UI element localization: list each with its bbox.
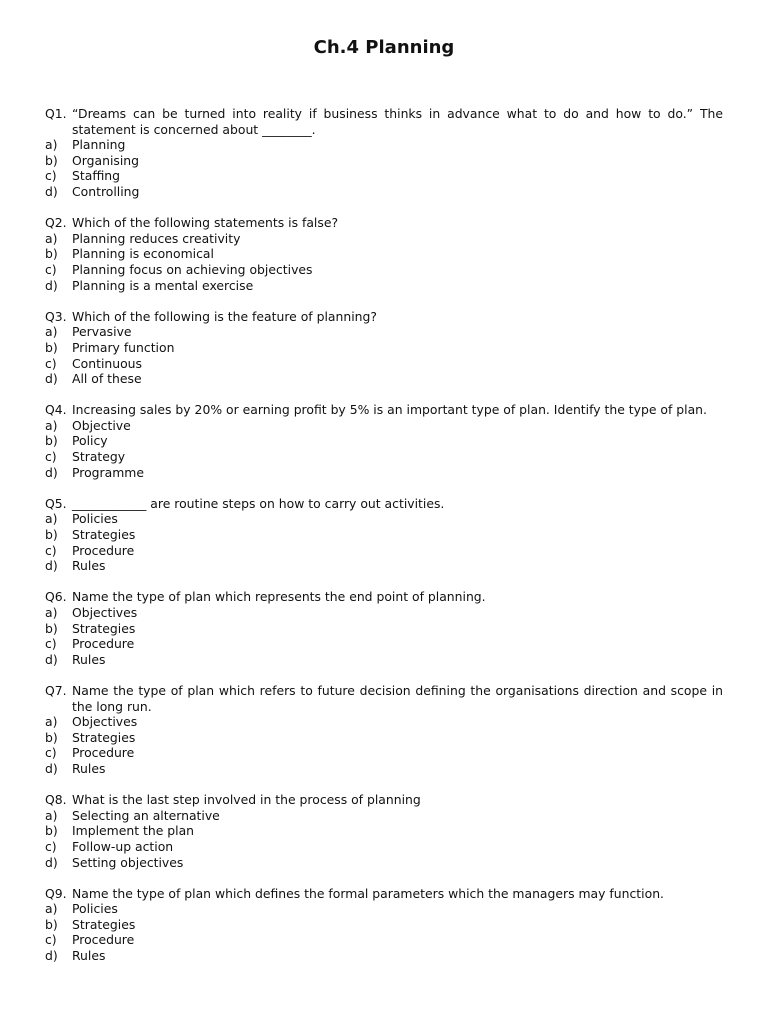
question-stem [45,589,723,605]
question-text: Increasing sales by 20% or earning profit by 5% is an important type of plan. Identify the type of plan. [72,402,707,418]
option-text: Planning reduces creativity [72,230,241,246]
question-1 [45,106,723,200]
option-a [45,418,723,434]
option-a [45,231,723,247]
option-letter: a) [45,714,58,730]
option-letter: b) [45,527,58,543]
option-text: Continuous [72,355,142,371]
option-letter: d) [45,760,58,776]
option-d [45,278,723,294]
option-text: Primary function [72,339,175,355]
option-letter: c) [45,745,57,761]
option-c [45,745,723,761]
option-b [45,917,723,933]
option-letter: c) [45,932,57,948]
option-text: Procedure [72,745,135,761]
option-text: Strategies [72,916,136,932]
option-letter: d) [45,854,58,870]
option-letter: d) [45,948,58,964]
question-7 [45,683,723,777]
question-stem [45,402,723,418]
option-text: Procedure [72,932,135,948]
option-d [45,652,723,668]
question-stem [45,309,723,325]
option-text: All of these [72,371,142,387]
option-letter: c) [45,838,57,854]
question-6 [45,589,723,667]
option-text: Organising [72,152,139,168]
option-text: Objective [72,417,131,433]
question-stem [45,792,723,808]
option-a [45,511,723,527]
option-c [45,839,723,855]
option-letter: c) [45,355,57,371]
question-number: Q4. [45,402,67,418]
option-letter: d) [45,371,58,387]
option-text: Rules [72,948,106,964]
option-d [45,184,723,200]
question-stem [45,886,723,902]
option-letter: a) [45,901,58,917]
option-letter: d) [45,651,58,667]
option-d [45,948,723,964]
option-text: Staffing [72,168,121,184]
option-letter: a) [45,417,58,433]
option-b [45,621,723,637]
option-c [45,449,723,465]
option-d [45,558,723,574]
option-letter: c) [45,636,57,652]
option-text: Planning [72,137,126,153]
option-text: Setting objectives [72,854,184,870]
option-d [45,465,723,481]
question-number: Q9. [45,885,67,901]
option-text: Implement the plan [72,823,195,839]
option-c [45,262,723,278]
option-letter: b) [45,729,58,745]
option-d [45,855,723,871]
option-text: Follow-up action [72,838,174,854]
question-text: ____________ are routine steps on how to carry out activities. [72,495,445,511]
question-number: Q5. [45,495,67,511]
option-text: Strategies [72,620,136,636]
option-letter: a) [45,137,58,153]
question-text: Which of the following statements is false? [72,215,339,231]
question-number: Q7. [45,682,67,698]
question-text: Name the type of plan which represents the end point of planning. [72,589,486,605]
question-text: Name the type of plan which refers to future decision defining the organisations direction and scope in the long run. [72,682,723,714]
option-text: Rules [72,760,106,776]
option-text: Policies [72,901,118,917]
option-text: Rules [72,651,106,667]
option-text: Controlling [72,183,140,199]
option-letter: d) [45,183,58,199]
question-text: What is the last step involved in the process of planning [72,792,421,808]
question-text: “Dreams can be turned into reality if business thinks in advance what to do and how to do.” The statement is concerned about ________. [72,106,723,137]
option-text: Objectives [72,605,138,620]
question-8 [45,792,723,870]
option-letter: d) [45,464,58,480]
option-letter: c) [45,449,57,465]
option-c [45,932,723,948]
question-9 [45,886,723,964]
question-text: Name the type of plan which defines the formal parameters which the managers may function. [72,885,664,901]
option-text: Planning is a mental exercise [72,277,254,293]
question-stem [45,215,723,231]
option-text: Strategies [72,527,136,543]
question-list [45,106,723,979]
option-letter: a) [45,605,58,620]
option-d [45,761,723,777]
option-text: Policy [72,433,108,449]
option-letter: b) [45,339,58,355]
option-letter: a) [45,511,58,527]
option-a [45,137,723,153]
question-number: Q3. [45,308,67,324]
option-letter: d) [45,558,58,574]
option-b [45,153,723,169]
option-b [45,246,723,262]
option-a [45,808,723,824]
option-text: Planning is economical [72,246,214,262]
option-text: Pervasive [72,324,132,340]
option-b [45,730,723,746]
question-number: Q1. [45,106,67,121]
option-b [45,340,723,356]
option-a [45,901,723,917]
question-4 [45,402,723,480]
option-letter: b) [45,916,58,932]
option-text: Strategies [72,729,136,745]
option-letter: b) [45,823,58,839]
question-number: Q2. [45,215,67,231]
option-d [45,371,723,387]
question-2 [45,215,723,293]
option-letter: c) [45,168,57,184]
option-letter: a) [45,807,58,823]
option-a [45,324,723,340]
option-letter: b) [45,620,58,636]
option-text: Rules [72,558,106,574]
option-letter: c) [45,261,57,277]
option-a [45,605,723,621]
option-text: Programme [72,464,144,480]
option-text: Procedure [72,542,135,558]
question-5 [45,496,723,574]
question-3 [45,309,723,387]
option-a [45,714,723,730]
question-text: Which of the following is the feature of planning? [72,308,377,324]
option-letter: c) [45,542,57,558]
option-letter: a) [45,324,58,340]
option-b [45,433,723,449]
option-letter: b) [45,152,58,168]
option-b [45,823,723,839]
question-number: Q8. [45,792,67,808]
option-letter: a) [45,230,58,246]
option-c [45,168,723,184]
page-title: Ch.4 Planning [313,37,455,58]
option-letter: b) [45,433,58,449]
option-text: Policies [72,511,118,527]
option-text: Selecting an alternative [72,807,220,823]
option-text: Planning focus on achieving objectives [72,261,313,277]
option-text: Strategy [72,449,126,465]
option-letter: b) [45,246,58,262]
option-c [45,636,723,652]
question-stem [45,683,723,714]
option-b [45,527,723,543]
option-letter: d) [45,277,58,293]
option-c [45,356,723,372]
option-c [45,543,723,559]
question-number: Q6. [45,589,67,605]
option-text: Procedure [72,636,135,652]
option-text: Objectives [72,714,138,730]
question-stem [45,496,723,512]
question-stem [45,106,723,137]
